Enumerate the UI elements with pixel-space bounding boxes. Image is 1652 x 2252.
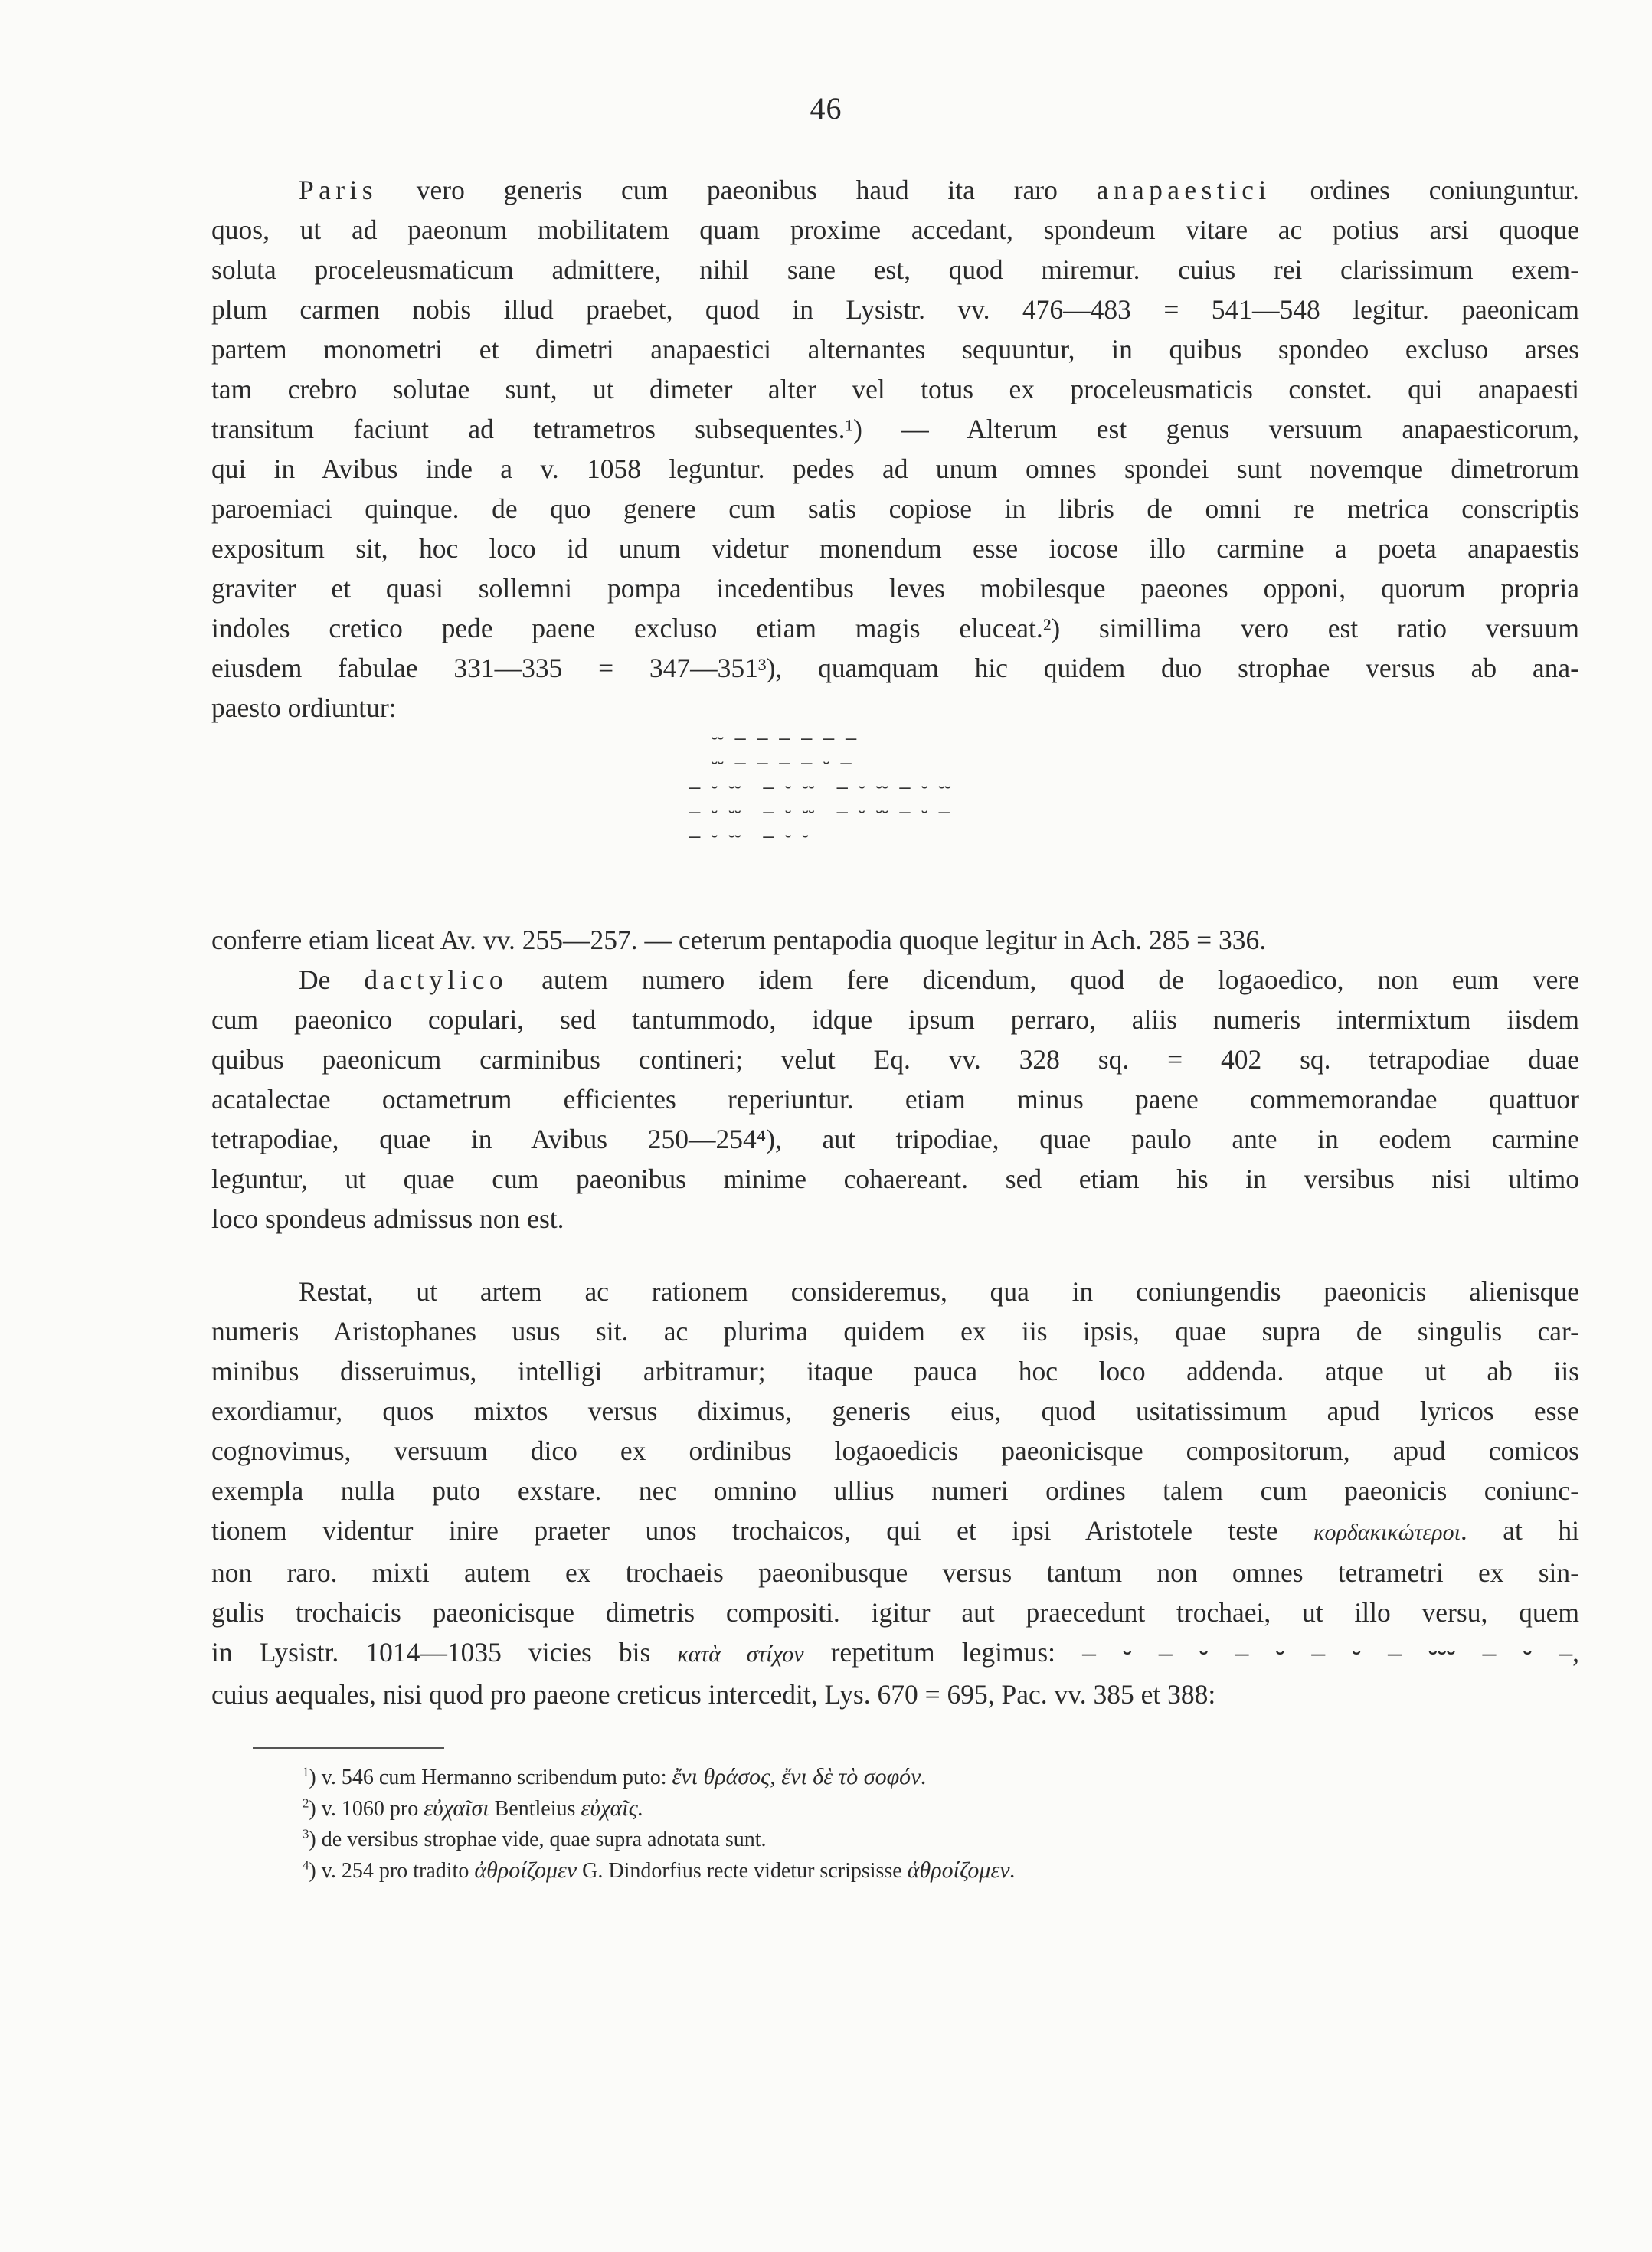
- text-line: quibus paeonicum carminibus contineri; velut Eq. vv. 328 sq. = 402 sq. tetrapodiae duae: [211, 1044, 1579, 1075]
- footnote: [303, 1762, 1413, 1793]
- text-line: cum paeonico copulari, sed tantummodo, idque ipsum perraro, aliis numeris intermixtum iisdem: [211, 1004, 1579, 1035]
- footnote-marker: 4: [303, 1858, 309, 1873]
- text-line: qui in Avibus inde a v. 1058 leguntur. pedes ad unum omnes spondei sunt novemque dimetrorum: [211, 453, 1579, 484]
- spaced-emphasis: anapaestici: [1096, 175, 1271, 205]
- text-line: tetrapodiae, quae in Avibus 250—254⁴), aut tripodiae, quae paulo ante in eodem carmine: [211, 1124, 1579, 1154]
- metrical-scheme: [689, 726, 1225, 849]
- text-line: gulis trochaicis paeonicisque dimetris compositi. igitur aut praecedunt trochaei, ut illo versu, quem: [211, 1597, 1579, 1628]
- text-line: paroemiaci quinque. de quo genere cum satis copiose in libris de omni re metrica conscriptis: [211, 493, 1579, 524]
- footnote-text: v. 1060 pro: [316, 1797, 424, 1821]
- footnote-marker-paren: ): [309, 1828, 316, 1851]
- text-line: partem monometri et dimetri anapaestici alternantes sequuntur, in quibus spondeo excluso arses: [211, 334, 1579, 365]
- footnotes: [303, 1762, 1413, 1887]
- footnote-text: v. 546 cum Hermanno scribendum puto:: [316, 1766, 672, 1789]
- text-run: ordines coniunguntur.: [1271, 175, 1579, 205]
- greek-phrase: ἀθροίζομεν: [474, 1858, 577, 1883]
- text-line: graviter et quasi sollemni pompa incedentibus leves mobilesque paeones opponi, quorum propria: [211, 573, 1579, 604]
- text-line: loco spondeus admissus non est.: [211, 1203, 564, 1234]
- footnote-text: v. 254 pro tradito: [316, 1859, 475, 1883]
- spaced-emphasis: dactylico: [364, 964, 509, 995]
- footnote-marker: 3: [303, 1826, 309, 1841]
- paragraph-dactylico: [211, 920, 1579, 1239]
- greek-phrase: εὐχαῖς.: [581, 1795, 644, 1821]
- text-run: in Lysistr. 1014—1035 vicies bis: [211, 1637, 678, 1668]
- text-line: [211, 1511, 1579, 1553]
- paragraph-restat: [211, 1272, 1579, 1714]
- text-line: non raro. mixti autem ex trochaeis paeonibusque versus tantum non omnes tetrametri ex sin-: [211, 1557, 1579, 1588]
- page-number: 46: [810, 91, 842, 126]
- text-line: conferre etiam liceat Av. vv. 255—257. — ceterum pentapodia quoque legitur in Ach. 285 = 336.: [211, 925, 1267, 955]
- text-run: vero generis cum paeonibus haud ita raro: [377, 175, 1097, 205]
- text-line: paesto ordiuntur:: [211, 692, 397, 723]
- footnote: [303, 1793, 1413, 1825]
- text-line: leguntur, ut quae cum paeonibus minime cohaereant. sed etiam his in versibus nisi ultimo: [211, 1164, 1579, 1194]
- text-run: autem numero idem fere dicendum, quod de logaoedico, non eum vere: [508, 964, 1579, 995]
- text-line: tam crebro solutae sunt, ut dimeter alter vel totus ex proceleusmaticis constet. qui anapaesti: [211, 374, 1579, 404]
- text-line: cognovimus, versuum dico ex ordinibus logaoedicis paeonicisque compositorum, apud comicos: [211, 1435, 1579, 1466]
- text-line: [211, 170, 1579, 210]
- spaced-emphasis: Paris: [299, 175, 378, 205]
- footnote-marker: 2: [303, 1795, 309, 1811]
- greek-phrase: κατὰ στίχον: [677, 1642, 804, 1667]
- text-line: exempla nulla puto exstare. nec omnino ullius numeri ordines talem cum paeonicis coniunc-: [211, 1475, 1579, 1506]
- footnote: [303, 1825, 1413, 1855]
- greek-phrase: ἔνι θράσος, ἔνι δὲ τὸ σοφόν.: [672, 1764, 927, 1789]
- footnote: [303, 1855, 1413, 1887]
- footnote-marker-paren: ): [309, 1859, 316, 1883]
- text-line: [211, 1632, 1579, 1674]
- text-line: transitum faciunt ad tetrametros subsequentes.¹) — Alterum est genus versuum anapaesticorum,: [211, 414, 1579, 444]
- metrical-line: ⏑⏑ – – – – – –: [689, 728, 857, 749]
- metrical-line: – ⏑ ⏑⏑ – ⏑ ⏑⏑ – ⏑ ⏑⏑ – ⏑ ⏑⏑: [689, 777, 951, 798]
- text-line: acatalectae octametrum efficientes reperiuntur. etiam minus paene commemorandae quattuor: [211, 1084, 1579, 1115]
- text-run: De: [299, 964, 365, 995]
- text-run: repetitum legimus: – ⏑ – ⏑ – ⏑ – ⏑ – ⏑⏑⏑ – ⏑ –,: [803, 1637, 1579, 1668]
- greek-phrase: εὐχαῖσι: [424, 1795, 489, 1821]
- greek-phrase: ἁθροίζομεν.: [907, 1858, 1016, 1883]
- text-line: [211, 960, 1579, 1000]
- footnote-marker-paren: ): [309, 1797, 316, 1821]
- text-run: tionem videntur inire praeter unos trochaicos, qui et ipsi Aristotele teste: [211, 1515, 1314, 1546]
- text-line: minibus disseruimus, intelligi arbitramur; itaque pauca hoc loco addenda. atque ut ab iis: [211, 1356, 1579, 1386]
- footnote-marker-paren: ): [309, 1766, 316, 1789]
- text-line: plum carmen nobis illud praebet, quod in Lysistr. vv. 476—483 = 541—548 legitur. paeonicam: [211, 294, 1579, 325]
- paragraph-paris: [211, 170, 1579, 728]
- text-line: quos, ut ad paeonum mobilitatem quam proxime accedant, spondeum vitare ac potius arsi quoque: [211, 214, 1579, 245]
- text-line: numeris Aristophanes usus sit. ac plurima quidem ex iis ipsis, quae supra de singulis car-: [211, 1316, 1579, 1347]
- text-line: cuius aequales, nisi quod pro paeone creticus intercedit, Lys. 670 = 695, Pac. vv. 385 et 388:: [211, 1679, 1216, 1710]
- metrical-line: – ⏑ ⏑⏑ – ⏑ ⏑⏑ – ⏑ ⏑⏑ – ⏑ –: [689, 801, 950, 823]
- greek-phrase: κορδακικώτεροι: [1313, 1520, 1461, 1545]
- footnote-rule: [253, 1747, 444, 1749]
- footnote-text: G. Dindorfius recte videtur scripsisse: [577, 1859, 908, 1883]
- footnote-text: de versibus strophae vide, quae supra adnotata sunt.: [316, 1828, 767, 1851]
- text-run: . at hi: [1460, 1515, 1579, 1546]
- metrical-line: ⏑⏑ – – – – ⏑ –: [689, 752, 852, 774]
- footnote-marker: 1: [303, 1764, 309, 1779]
- footnote-text: Bentleius: [489, 1797, 581, 1821]
- text-line: expositum sit, hoc loco id unum videtur monendum esse iocose illo carmine a poeta anapaestis: [211, 533, 1579, 564]
- text-line: soluta proceleusmaticum admittere, nihil sane est, quod miremur. cuius rei clarissimum exem-: [211, 254, 1579, 285]
- text-line: indoles cretico pede paene excluso etiam magis eluceat.²) simillima vero est ratio versuum: [211, 613, 1579, 643]
- text-line: eiusdem fabulae 331—335 = 347—351³), quamquam hic quidem duo strophae versus ab ana-: [211, 653, 1579, 683]
- text-line: exordiamur, quos mixtos versus diximus, generis eius, quod usitatissimum apud lyricos esse: [211, 1396, 1579, 1426]
- text-line: Restat, ut artem ac rationem consideremus, qua in coniungendis paeonicis alienisque: [299, 1276, 1579, 1307]
- metrical-line: – ⏑ ⏑⏑ – ⏑ ⏑: [689, 826, 809, 847]
